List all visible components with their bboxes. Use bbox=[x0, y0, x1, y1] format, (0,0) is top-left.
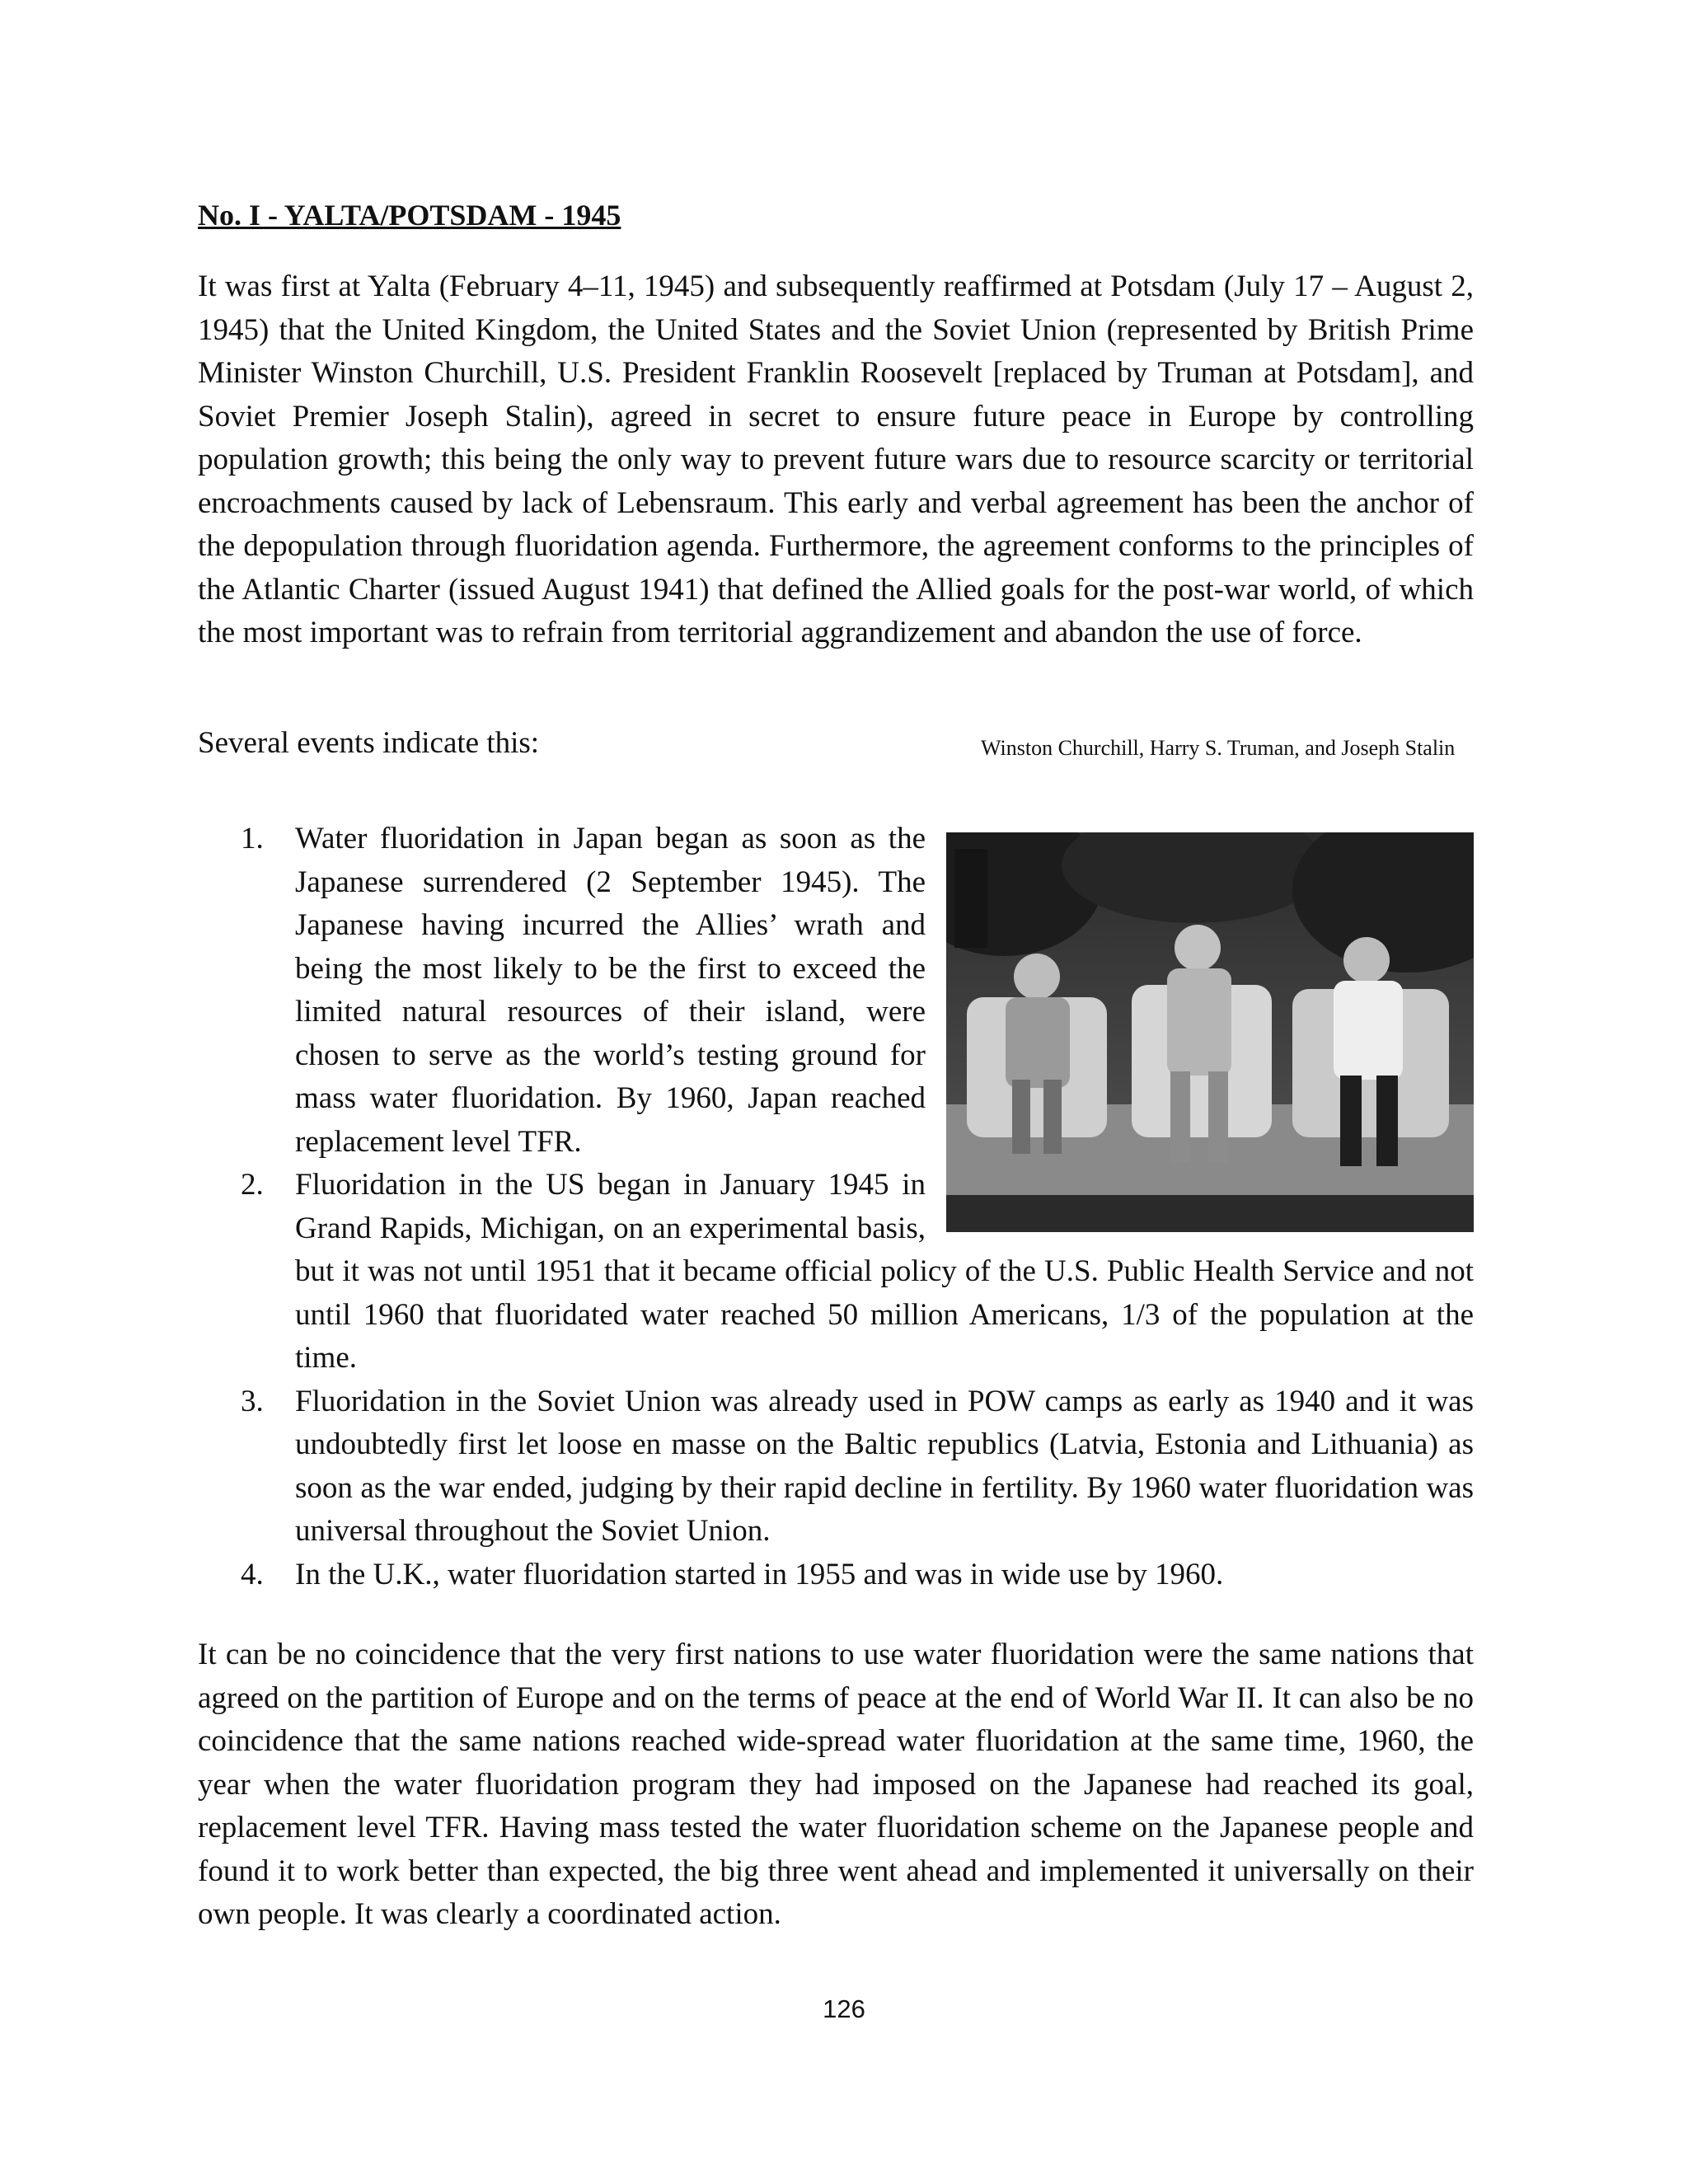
photo-caption: Winston Churchill, Harry S. Truman, and Joseph Stalin bbox=[981, 736, 1456, 760]
list-item-number: 4. bbox=[241, 1557, 264, 1591]
list-item bbox=[229, 818, 1474, 1164]
conclusion-paragraph: It can be no coincidence that the very first nations to use water fluoridation were the same nations that agreed on the partition of Europe and on the terms of peace at the end of World War II. It can also be no coincidence that the same nations reached wide-spread water fluoridation at the same time, 1960, the year when the water fluoridation program they had imposed on the Japanese had reached its goal, replacement level TFR. Having mass tested the water fluoridation scheme on the Japanese people and found it to work better than expected, the big three went ahead and implemented it universally on their own people. It was clearly a coordinated action. bbox=[198, 1638, 1474, 1931]
section-heading: No. I - YALTA/POTSDAM - 1945 bbox=[198, 199, 621, 232]
list-item-text: Water fluoridation in Japan began as soon as the Japanese surrendered (2 September 1945). The Japanese having incurred the Allies’ wrath and being the most likely to be the first to exceed the limited natural resources of their island, were chosen to serve as the world’s testing ground for mass water fluoridation. By 1960, Japan reached replacement level TFR. bbox=[295, 822, 926, 1159]
list-item-number: 2. bbox=[241, 1168, 264, 1202]
page-number: 126 bbox=[823, 1994, 865, 2023]
list-item bbox=[229, 1164, 1474, 1380]
intro-paragraph: It was first at Yalta (February 4–11, 1945) and subsequently reaffirmed at Potsdam (July 17 – August 2, 1945) that the United Kingdom, the United States and the Soviet Union (represented by British Prime Minister Winston Churchill, U.S. President Franklin Roosevelt [replaced by Truman at Potsdam], and Soviet Premier Joseph Stalin), agreed in secret to ensure future peace in Europe by controlling population growth; this being the only way to prevent future wars due to resource scarcity or territorial encroachments caused by lack of Lebensraum. This early and verbal agreement has been the anchor of the depopulation through fluoridation agenda. Furthermore, the agreement conforms to the principles of the Atlantic Charter (issued August 1941) that defined the Allied goals for the post-war world, of which the most important was to refrain from territorial aggrandizement and abandon the use of force. bbox=[198, 269, 1474, 649]
list-item bbox=[229, 1380, 1474, 1554]
list-item-text: In the U.K., water fluoridation started in 1955 and was in wide use by 1960. bbox=[295, 1557, 1224, 1591]
events-lead-text: Several events indicate this: bbox=[198, 726, 540, 760]
list-item-text: Fluoridation in the US began in January 1945 in Grand Rapids, Michigan, on an experimental basis, but it was not until 1951 that it became official policy of the U.S. Public Health Service and not until 1960 that fluoridated water reached 50 million Americans, 1/3 of the population at the time. bbox=[295, 1168, 1474, 1375]
list-item bbox=[229, 1554, 1474, 1597]
list-item-number: 1. bbox=[241, 822, 264, 855]
list-item-number: 3. bbox=[241, 1384, 264, 1418]
events-list bbox=[229, 818, 1474, 1596]
list-item-text: Fluoridation in the Soviet Union was already used in POW camps as early as 1940 and it was undoubtedly first let loose en masse on the Baltic republics (Latvia, Estonia and Lithuania) as soon as the war ended, judging by their rapid decline in fertility. By 1960 water fluoridation was universal throughout the Soviet Union. bbox=[295, 1384, 1474, 1548]
